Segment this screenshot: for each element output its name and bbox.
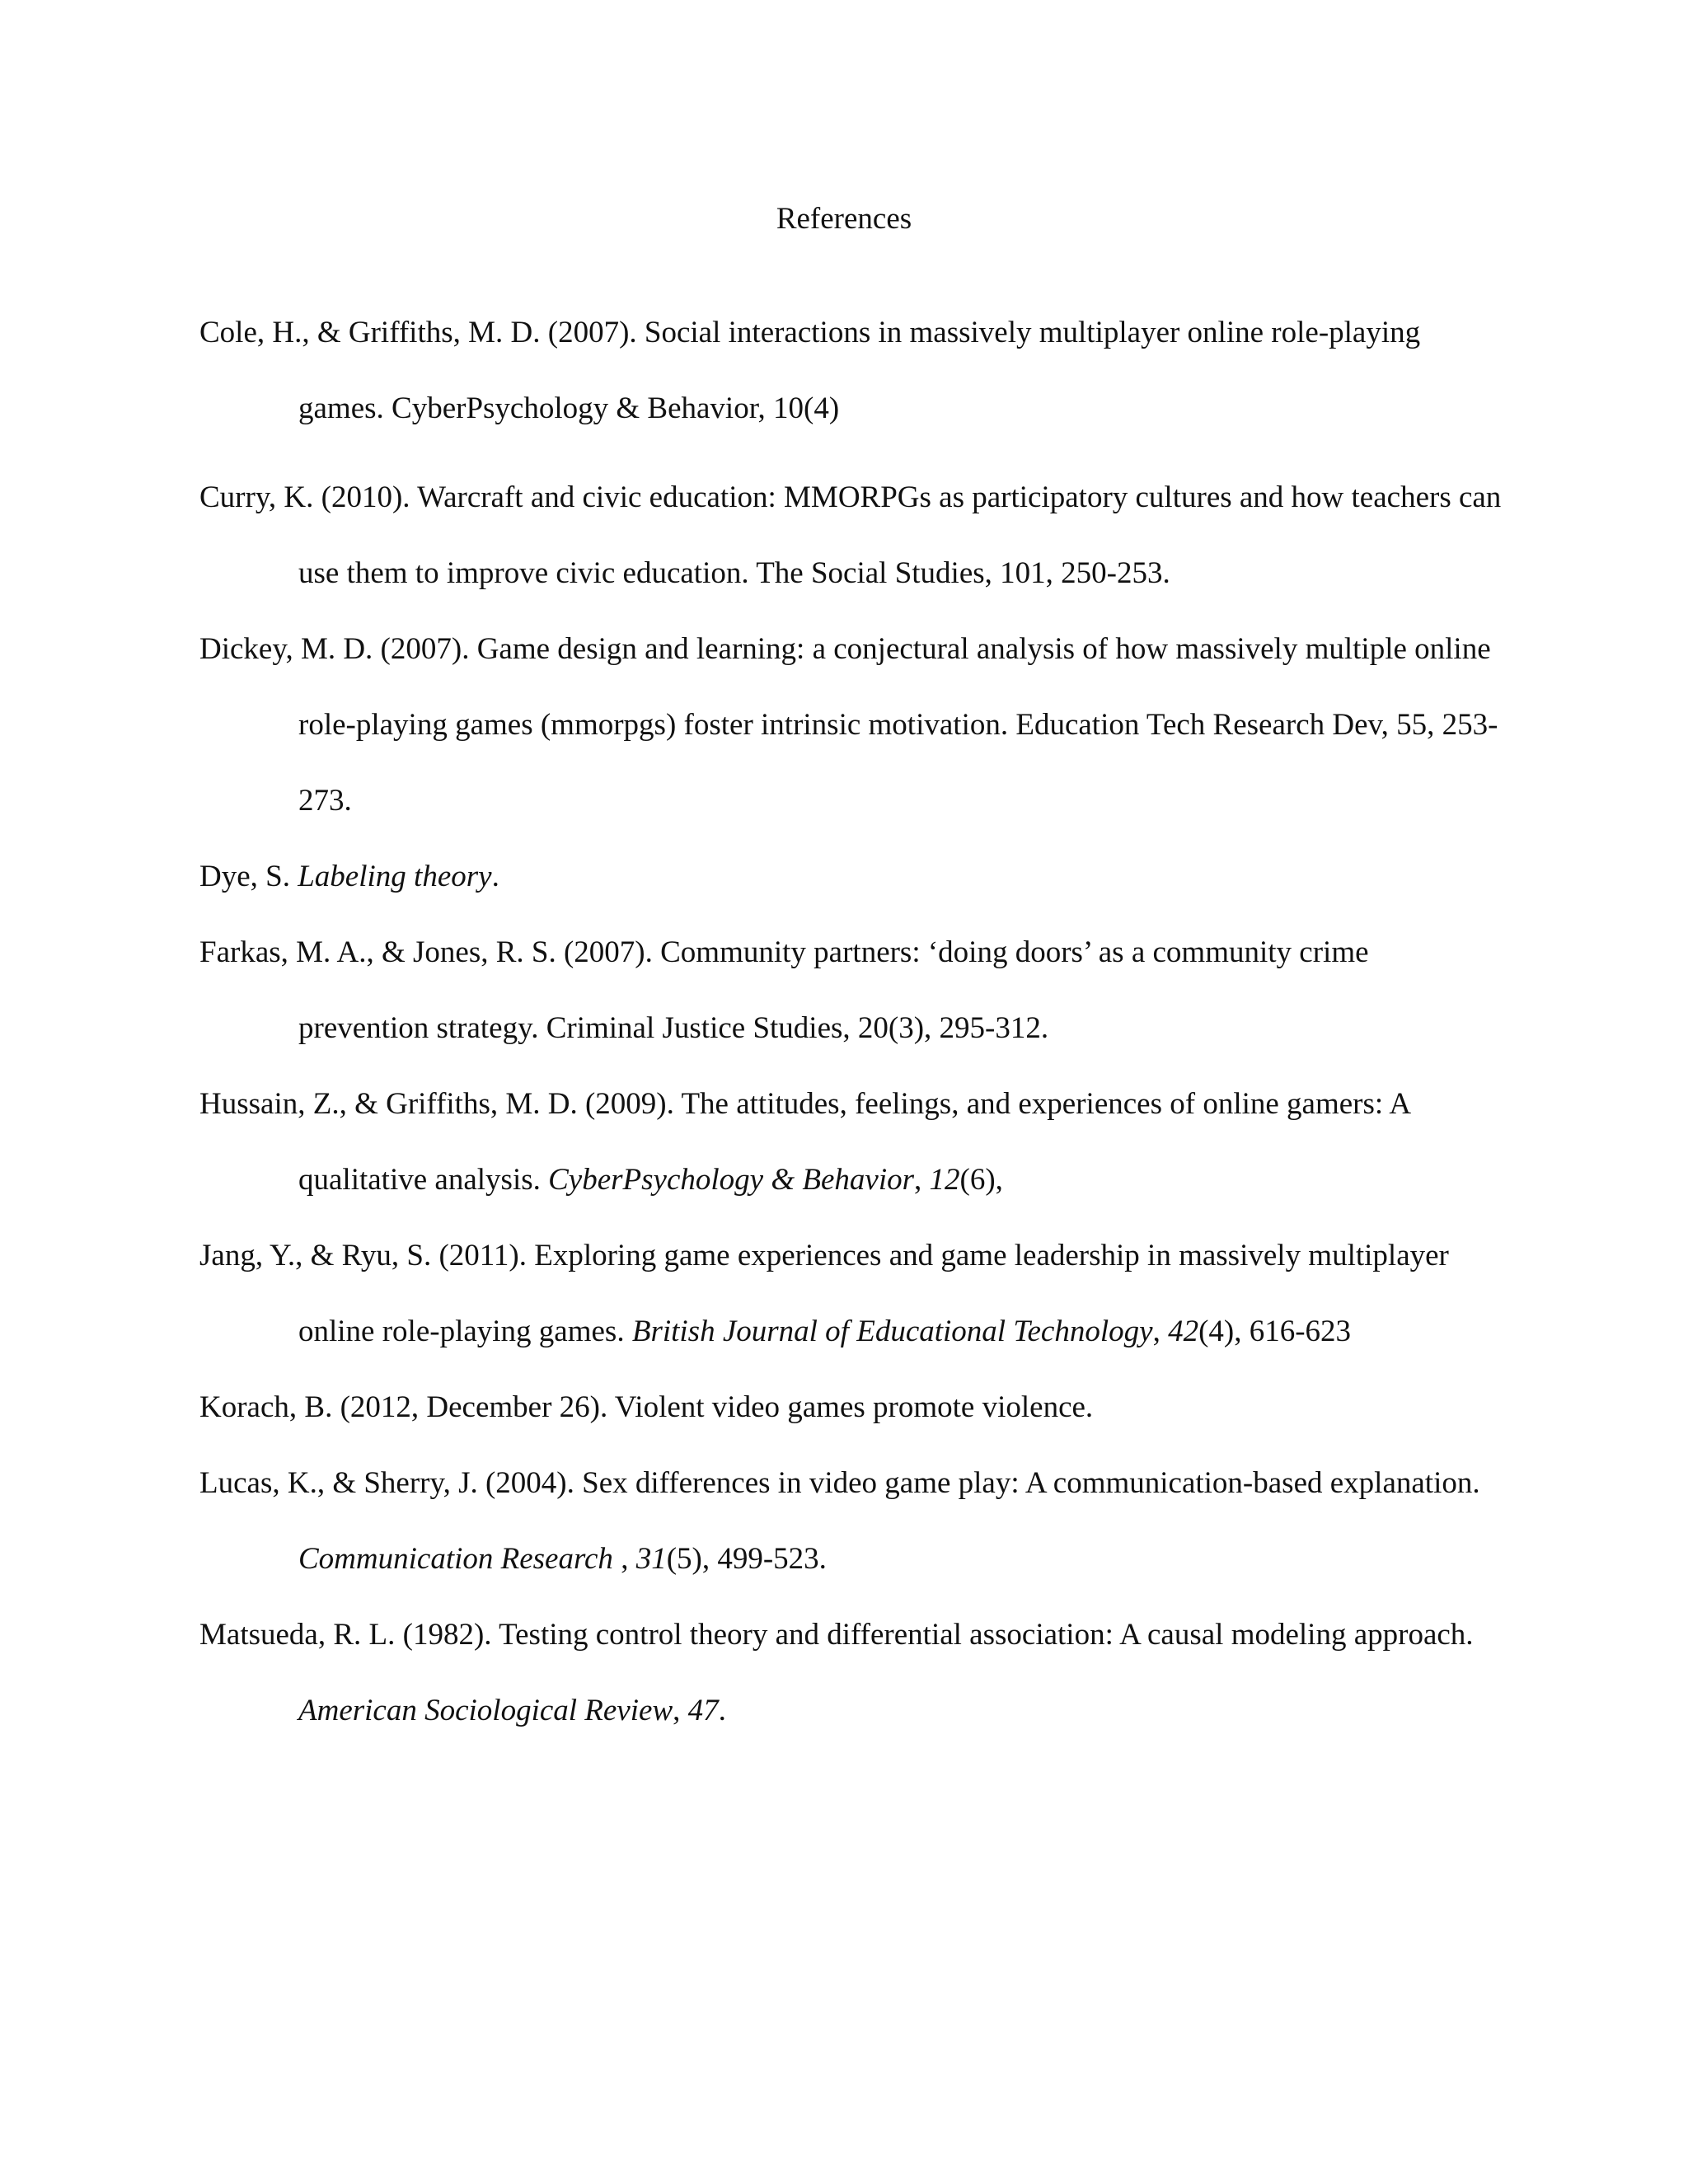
reference-text: Cole, H., & Griffiths, M. D. (2007). Social interactions in massively multiplayer online role-playing games. CyberPsychology & Behavior, 10(4) — [199, 316, 1421, 425]
reference-entry-dickey — [199, 612, 1502, 839]
reference-list — [199, 295, 1502, 1749]
reference-entry-farkas — [199, 915, 1502, 1066]
reference-volume-italic: 42 — [1168, 1315, 1199, 1348]
reference-suffix: . — [718, 1694, 726, 1727]
reference-entry-curry — [199, 460, 1502, 612]
reference-prefix: Dye, S. — [199, 860, 298, 893]
reference-journal-italic: CyberPsychology & Behavior — [548, 1163, 914, 1197]
reference-journal-italic: Communication Research — [298, 1542, 613, 1576]
reference-volume-italic: 47 — [687, 1694, 719, 1727]
reference-entry-cole — [199, 295, 1502, 447]
reference-text: Curry, K. (2010). Warcraft and civic education: MMORPGs as participatory cultures and how teachers can use them to improve civic education. The Social Studies, 101, 250-253. — [199, 480, 1502, 590]
reference-volume-italic: 12 — [929, 1163, 960, 1197]
reference-journal-italic: British Journal of Educational Technology — [631, 1315, 1153, 1348]
reference-prefix: Jang, Y., & Ryu, S. (2011). Exploring game experiences and game leadership in massively multiplayer online role-playing games. — [199, 1239, 1449, 1348]
reference-text: Korach, B. (2012, December 26). Violent video games promote violence. — [199, 1390, 1094, 1424]
reference-prefix: Lucas, K., & Sherry, J. (2004). Sex differences in video game play: A communication-based explanation. — [199, 1466, 1480, 1500]
reference-suffix: (5), 499-523. — [666, 1542, 827, 1576]
reference-entry-matsueda — [199, 1597, 1502, 1749]
reference-entry-dye — [199, 839, 1502, 915]
reference-entry-hussain — [199, 1066, 1502, 1218]
reference-entry-jang — [199, 1218, 1502, 1370]
reference-entry-korach — [199, 1370, 1502, 1446]
reference-journal-italic: American Sociological Review — [298, 1694, 673, 1727]
reference-suffix: (6), — [959, 1163, 1003, 1197]
reference-suffix: (4), 616-623 — [1198, 1315, 1352, 1348]
reference-prefix: Hussain, Z., & Griffiths, M. D. (2009). The attitudes, feelings, and experiences of online gamers: A qualitative analysis. — [199, 1087, 1410, 1197]
reference-separator: , — [914, 1163, 930, 1197]
reference-separator: , — [1152, 1315, 1169, 1348]
reference-text: Dickey, M. D. (2007). Game design and learning: a conjectural analysis of how massively multiple online role-playing games (mmorpgs) foster intrinsic motivation. Education Tech Research Dev, 55, 253-273. — [199, 632, 1498, 818]
reference-title-italic: Labeling theory — [298, 860, 492, 893]
reference-volume-italic: 31 — [635, 1542, 667, 1576]
reference-text: Farkas, M. A., & Jones, R. S. (2007). Community partners: ‘doing doors’ as a community crime prevention strategy. Criminal Justice Studies, 20(3), 295-312. — [199, 935, 1369, 1045]
reference-suffix: . — [491, 860, 499, 893]
page-title: References — [776, 202, 912, 236]
reference-entry-lucas — [199, 1446, 1502, 1597]
reference-separator: , — [612, 1542, 636, 1576]
reference-separator: , — [673, 1694, 688, 1727]
reference-prefix: Matsueda, R. L. (1982). Testing control theory and differential association: A causal modeling approach. — [199, 1618, 1474, 1652]
